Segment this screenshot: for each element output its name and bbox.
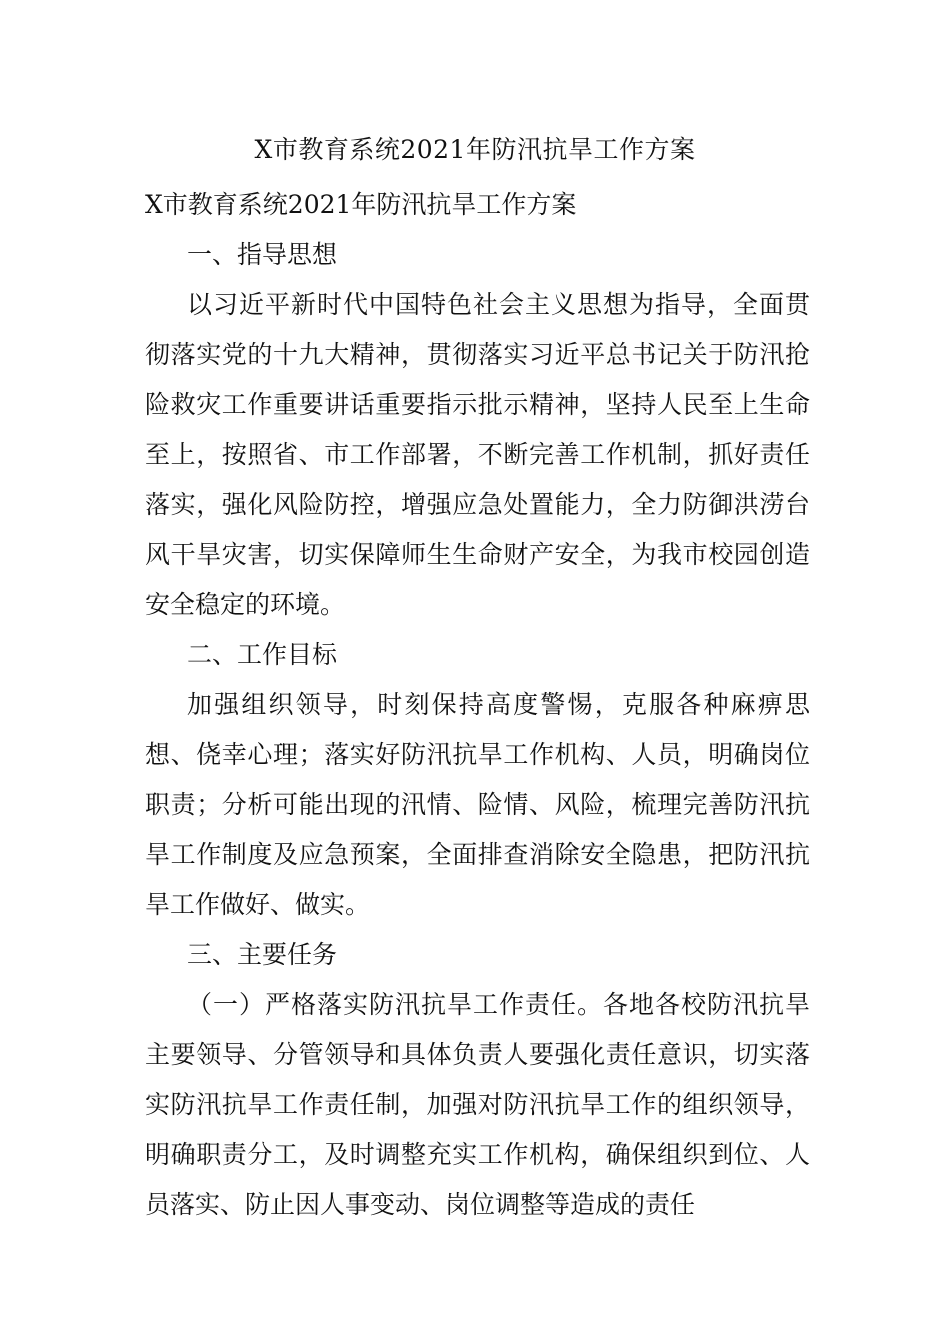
section-heading-guiding-ideology: 一、指导思想 (187, 240, 338, 269)
section-paragraph-main-tasks: （一）严格落实防汛抗旱工作责任。各地各校防汛抗旱主要领导、分管领导和具体负责人要强化责任意识，切实落实防汛抗旱工作责任制，加强对防汛抗旱工作的组织领导，明确职责分工，及时调整充实工作机构，确保组织到位、人员落实、防止因人事变动、岗位调整等造成的责任 (145, 990, 810, 1219)
document-title: X市教育系统2021年防汛抗旱工作方案 (254, 135, 696, 164)
document-body (145, 180, 810, 1230)
section-paragraph-guiding-ideology: 以习近平新时代中国特色社会主义思想为指导，全面贯彻落实党的十九大精神，贯彻落实习近平总书记关于防汛抢险救灾工作重要讲话重要指示批示精神，坚持人民至上生命至上，按照省、市工作部署，不断完善工作机制，抓好责任落实，强化风险防控，增强应急处置能力，全力防御洪涝台风干旱灾害，切实保障师生生命财产安全，为我市校园创造安全稳定的环境。 (145, 290, 810, 619)
section-paragraph-work-goals: 加强组织领导，时刻保持高度警惕，克服各种麻痹思想、侥幸心理；落实好防汛抗旱工作机构、人员，明确岗位职责；分析可能出现的汛情、险情、风险，梳理完善防汛抗旱工作制度及应急预案，全面排查消除安全隐患，把防汛抗旱工作做好、做实。 (145, 690, 810, 919)
section-heading-main-tasks: 三、主要任务 (187, 940, 338, 969)
document-subtitle: X市教育系统2021年防汛抗旱工作方案 (145, 190, 577, 219)
section-heading-work-goals: 二、工作目标 (187, 640, 338, 669)
